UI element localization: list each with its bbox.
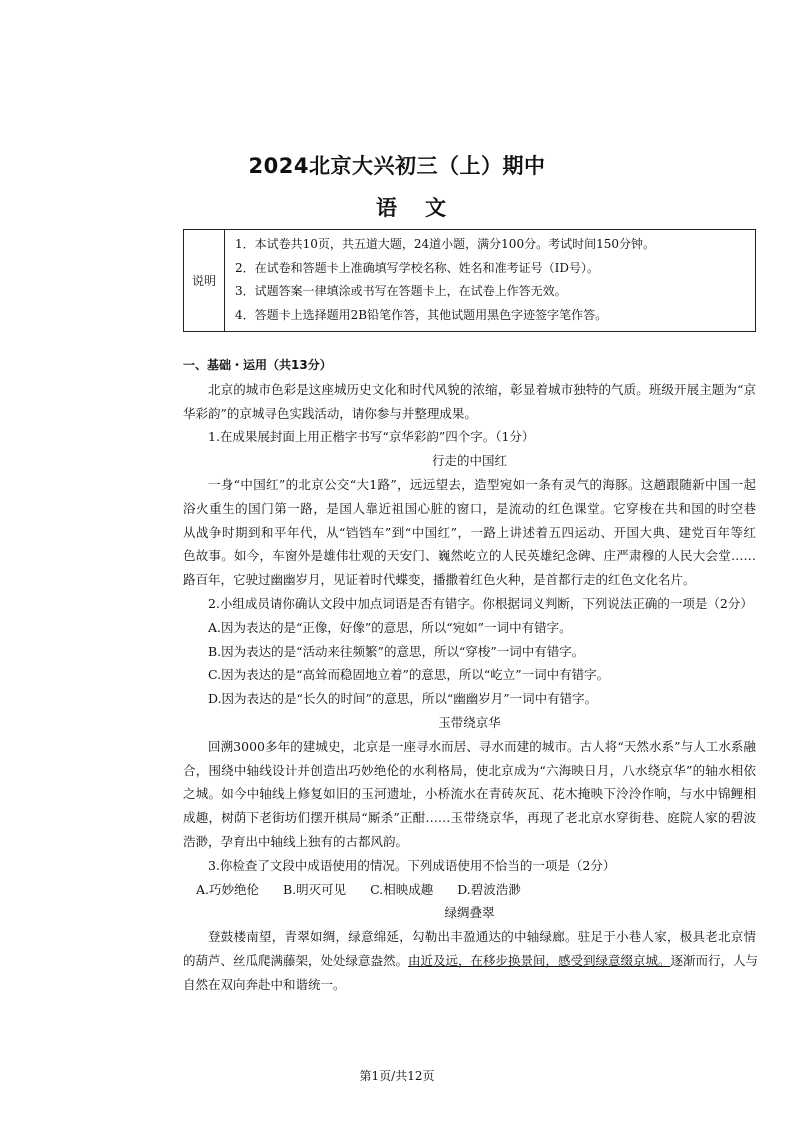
question-2-stem: 2.小组成员请你确认文段中加点词语是否有错字。你根据词义判断，下列说法正确的一项是（2分） [208,595,753,611]
notice-box [183,229,756,332]
question-2-option: C.因为表达的是“高耸而稳固地立着”的意思，所以“屹立”一词中有错字。 [208,667,610,683]
passage-text: 逐渐而行，人与 [670,952,759,968]
passage-line: 自然在双向奔赴中和谐统一。 [183,976,346,992]
passage-line: 成趣，树荫下老街坊们摆开棋局“厮杀”正酣……玉带绕京华，再现了老北京水穿街巷、庭院人家的碧波 [183,810,756,826]
notice-item: 2．在试卷和答题卡上准确填写学校名称、姓名和准考证号（ID号）。 [235,260,599,275]
notice-item: 3．试题答案一律填涂或书写在答题卡上，在试卷上作答无效。 [235,284,567,298]
question-3-option: D.碧波浩渺 [457,881,521,897]
passage-line: 色故事。如今，车窗外是雄伟壮观的天安门、巍然屹立的人民英雄纪念碑、庄严肃穆的人民大会堂…… [183,548,756,564]
passage-line: 回溯3000多年的建城史，北京是一座寻水而居、寻水而建的城市。古人将“天然水系”与人工水系融 [208,738,756,754]
passage-title: 绿绸叠翠 [444,905,495,921]
page-title: 2024北京大兴初三（上）期中 [248,154,546,178]
question-2-option: B.因为表达的是“活动来往频繁”的意思，所以“穿梭”一词中有错字。 [208,643,585,659]
passage-line: 路百年，它驶过幽幽岁月，见证着时代蝶变，播撒着红色火种，是首都行走的红色文化名片。 [183,572,696,588]
intro-line: 北京的城市色彩是这座城历史文化和时代风貌的浓缩，彰显着城市独特的气质。班级开展主题为“京 [208,381,756,397]
passage-line: 一身“中国红”的北京公交“大1路”，远远望去，造型宛如一条有灵气的海豚。这趟跟随新中国一起 [208,476,756,492]
question-3-option: A.巧妙绝伦 [196,881,260,897]
passage-line: 浴火重生的国门第一路，是国人靠近祖国心脏的窗口，是流动的红色课堂。它穿梭在共和国的时空巷 [183,500,756,516]
notice-item: 1．本试卷共10页，共五道大题，24道小题，满分100分。考试时间150分钟。 [235,237,655,251]
passage-line: 登鼓楼南望，青翠如绸，绿意绵延，勾勒出丰盈通达的中轴绿廊。驻足于小巷人家，极具老北京情 [208,929,756,945]
notice-item: 4．答题卡上选择题用2B铅笔作答，其他试题用黑色字迹签字笔作答。 [235,307,608,322]
question-2-option: A.因为表达的是“正像，好像”的意思，所以“宛如”一词中有错字。 [208,619,572,635]
passage-line: 从战争时期到和平年代，从“铛铛车”到“中国红”，一路上讲述着五四运动、开国大典、建党百年等红 [183,524,756,540]
question-1: 1.在成果展封面上用正楷字书写“京华彩韵”四个字。（1分） [208,429,535,445]
passage-title: 行走的中国红 [431,453,507,469]
passage-line: 之城。如今中轴线上修复如旧的玉河遗址，小桥流水在青砖灰瓦、花木掩映下泠泠作响，与水中锦鲤相 [183,786,756,802]
page-number: 第1页/共12页 [359,1069,435,1083]
section-heading: 一、基础・运用（共13分） [183,358,332,372]
passage-line [183,949,759,973]
passage-line: 浩渺，孕育出中轴线上独有的古都风韵。 [183,833,409,849]
exam-content [183,354,759,997]
question-2-option: D.因为表达的是“长久的时间”的意思，所以“幽幽岁月”一词中有错字。 [208,691,598,707]
question-3-stem: 3.你检查了文段中成语使用的情况。下列成语使用不恰当的一项是（2分） [208,857,616,873]
subject-title: 语文 [376,196,474,220]
notice-label: 说明 [184,230,225,331]
underlined-sentence: 由近及远，在移步换景间，感受到绿意缀京城。 [408,952,671,968]
passage-title: 玉带绕京华 [438,714,501,730]
question-3-options [183,878,756,902]
question-3-option: B.明灭可见 [283,881,347,897]
passage-text: 的葫芦、丝瓜爬满藤架，处处绿意盎然。 [183,952,409,968]
question-3-option: C.相映成趣 [370,881,434,897]
notice-list [225,230,755,331]
intro-line: 华彩韵”的京城寻色实践活动，请你参与并整理成果。 [183,405,477,421]
passage-line: 合，围绕中轴线设计并创造出巧妙绝伦的水利格局，使北京成为“六海映日月，八水绕京华”的轴水相依 [183,762,756,778]
